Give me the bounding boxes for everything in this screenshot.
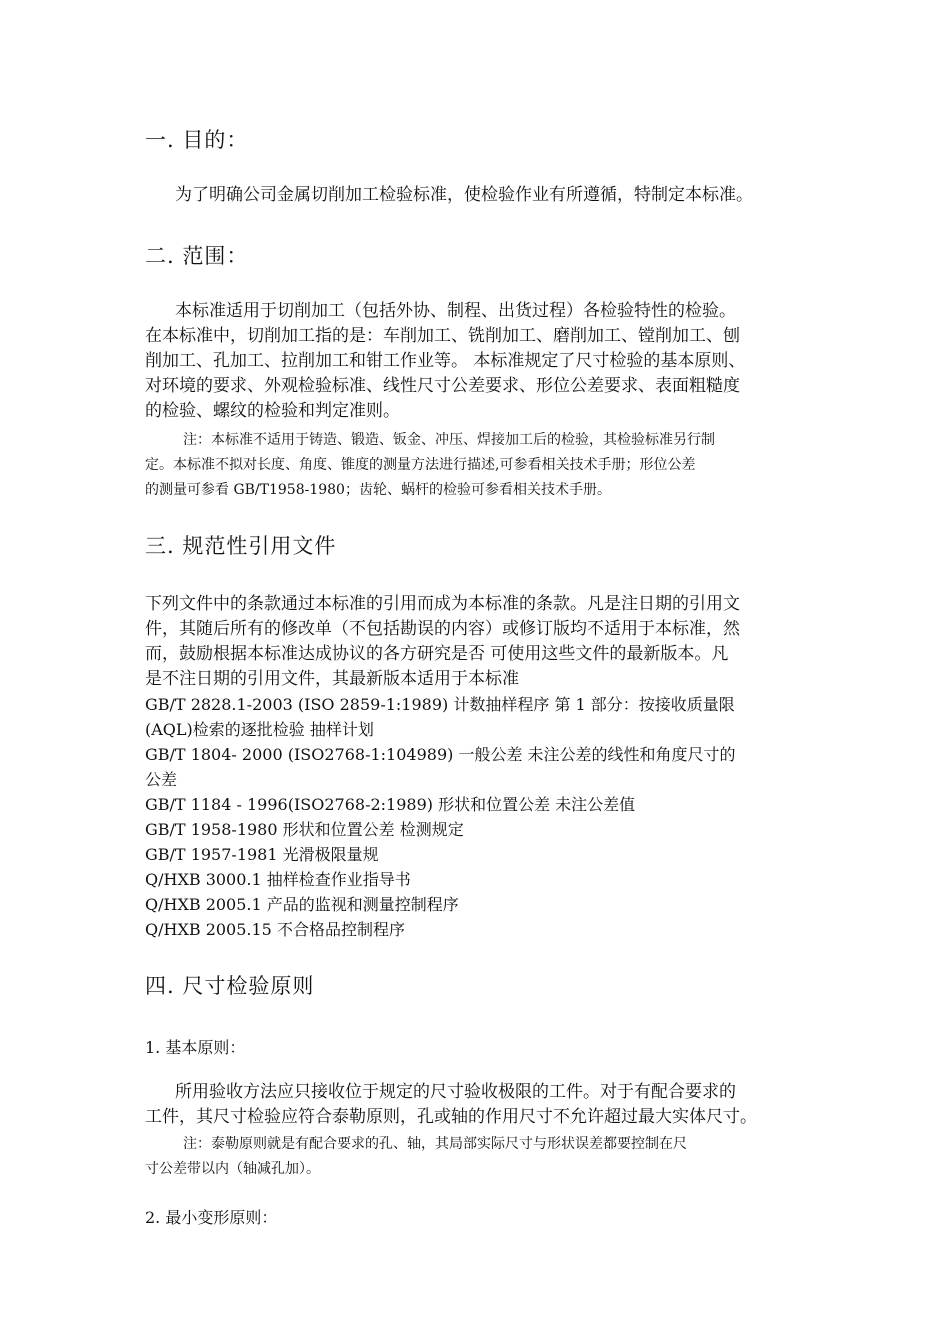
paragraph-line: 而，鼓励根据本标准达成协议的各方研究是否 可使用这些文件的最新版本。凡: [145, 644, 729, 664]
paragraph-line: 工件，其尺寸检验应符合泰勒原则，孔或轴的作用尺寸不允许超过最大实体尺寸。: [145, 1107, 757, 1127]
section-3-heading: 三. 规范性引用文件: [145, 534, 337, 558]
paragraph-line: 是不注日期的引用文件，其最新版本适用于本标准: [145, 669, 519, 689]
reference-item: Q/HXB 2005.15 不合格品控制程序: [145, 920, 405, 939]
section-4-body: [145, 1080, 810, 1130]
paragraph-line: 削加工、孔加工、拉削加工和钳工作业等。 本标准规定了尺寸检验的基本原则、: [145, 351, 746, 371]
reference-item: (AQL)检索的逐批检验 抽样计划: [145, 720, 374, 739]
reference-item: Q/HXB 2005.1 产品的监视和测量控制程序: [145, 895, 459, 914]
subsection-1-heading: 1. 基本原则：: [145, 1038, 246, 1057]
reference-item: GB/T 1184 - 1996(ISO2768-2:1989) 形状和位置公差 未注公差值: [145, 795, 636, 814]
note-line: 注：本标准不适用于铸造、锻造、钣金、冲压、焊接加工后的检验，其检验标准另行制: [183, 432, 715, 448]
note-line: 的测量可参看 GB/T1958-1980；齿轮、蜗杆的检验可参看相关技术手册。: [145, 482, 611, 498]
section-4-heading: 四. 尺寸检验原则: [145, 974, 315, 998]
section-1-body: [145, 183, 810, 208]
section-2-heading: 二. 范围：: [145, 244, 249, 268]
reference-item: 公差: [145, 770, 178, 789]
section-3-body: [145, 592, 810, 692]
paragraph-line: 为了明确公司金属切削加工检验标准，使检验作业有所遵循，特制定本标准。: [175, 185, 753, 205]
note-line: 寸公差带以内（轴减孔加）。: [145, 1161, 320, 1177]
paragraph-line: 在本标准中，切削加工指的是：车削加工、铣削加工、磨削加工、镗削加工、刨: [145, 326, 740, 346]
reference-list: [145, 692, 736, 942]
paragraph-line: 件，其随后所有的修改单（不包括勘误的内容）或修订版均不适用于本标准，然: [145, 619, 740, 639]
section-1-heading: 一. 目的：: [145, 128, 249, 152]
paragraph-line: 下列文件中的条款通过本标准的引用而成为本标准的条款。凡是注日期的引用文: [145, 594, 740, 614]
paragraph-line: 所用验收方法应只接收位于规定的尺寸验收极限的工件。对于有配合要求的: [175, 1082, 736, 1102]
reference-item: GB/T 1804- 2000 (ISO2768-1:104989) 一般公差 未注公差的线性和角度尺寸的: [145, 745, 736, 764]
note-line: 注：泰勒原则就是有配合要求的孔、轴，其局部实际尺寸与形状误差都要控制在尺: [183, 1136, 687, 1152]
reference-item: GB/T 1957-1981 光滑极限量规: [145, 845, 379, 864]
paragraph-line: 本标准适用于切削加工（包括外协、制程、出货过程）各检验特性的检验。: [175, 301, 736, 321]
paragraph-line: 的检验、螺纹的检验和判定准则。: [145, 401, 400, 421]
subsection-2-heading: 2. 最小变形原则：: [145, 1208, 278, 1227]
section-2-note: [145, 428, 715, 503]
note-line: 定。本标准不拟对长度、角度、锥度的测量方法进行描述,可参看相关技术手册；形位公差: [145, 457, 696, 473]
reference-item: GB/T 1958-1980 形状和位置公差 检测规定: [145, 820, 464, 839]
section-4-note: [145, 1132, 687, 1182]
reference-item: GB/T 2828.1-2003 (ISO 2859-1:1989) 计数抽样程序 第 1 部分：按接收质量限: [145, 695, 735, 714]
section-2-body: [145, 299, 810, 424]
reference-item: Q/HXB 3000.1 抽样检查作业指导书: [145, 870, 411, 889]
paragraph-line: 对环境的要求、外观检验标准、线性尺寸公差要求、形位公差要求、表面粗糙度: [145, 376, 740, 396]
